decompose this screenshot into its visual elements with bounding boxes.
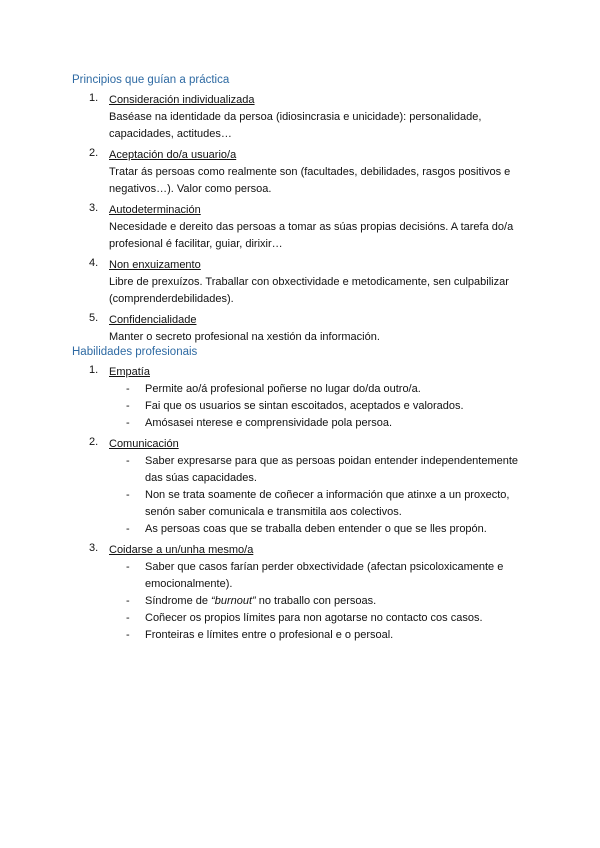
list-item bbox=[0, 434, 600, 538]
skills-list bbox=[0, 362, 600, 646]
section-heading-principles: Principios que guían a práctica bbox=[72, 74, 230, 86]
item-title: Empatía bbox=[109, 366, 150, 378]
item-title: Confidencialidade bbox=[109, 314, 197, 326]
item-number: 4. bbox=[89, 257, 99, 269]
item-title: Aceptación do/a usuario/a bbox=[109, 149, 237, 161]
item-description: Baséase na identidade da persoa (idiosincrasia e unicidade): personalidade, capacidades, actitudes… bbox=[109, 111, 482, 140]
bullet-item bbox=[109, 559, 525, 593]
item-number: 1. bbox=[89, 364, 99, 376]
item-number: 3. bbox=[89, 202, 99, 214]
dash-marker: - bbox=[126, 417, 130, 429]
list-item bbox=[0, 540, 600, 644]
bullet-list bbox=[109, 381, 600, 432]
list-item bbox=[0, 255, 600, 308]
bullet-text: Saber expresarse para que as persoas poidan entender independentemente das súas capacidades. bbox=[145, 455, 519, 484]
principles-list bbox=[0, 90, 600, 348]
bullet-item bbox=[109, 381, 525, 398]
list-item bbox=[0, 310, 600, 346]
bullet-text: Non se trata soamente de coñecer a información que atinxe a un proxecto, senón saber comunicala e transmitila aos colectivos. bbox=[145, 489, 510, 518]
bullet-item bbox=[109, 627, 525, 644]
item-number: 2. bbox=[89, 147, 99, 159]
item-title: Comunicación bbox=[109, 438, 179, 450]
list-item bbox=[0, 145, 600, 198]
bullet-item bbox=[109, 593, 525, 610]
bullet-text: As persoas coas que se traballa deben entender o que se lles propón. bbox=[145, 523, 487, 535]
dash-marker: - bbox=[126, 400, 130, 412]
bullet-text: Saber que casos farían perder obxectividade (afectan psicoloxicamente e emocionalmente). bbox=[145, 561, 504, 590]
bullet-item bbox=[109, 415, 525, 432]
bullet-item bbox=[109, 453, 525, 487]
dash-marker: - bbox=[126, 455, 130, 467]
bullet-item bbox=[109, 610, 525, 627]
dash-marker: - bbox=[126, 489, 130, 501]
dash-marker: - bbox=[126, 523, 130, 535]
bullet-text-suffix: no traballo con persoas. bbox=[255, 595, 377, 607]
bullet-text: Fronteiras e límites entre o profesional e o persoal. bbox=[145, 629, 394, 641]
item-title: Autodeterminación bbox=[109, 204, 201, 216]
bullet-text: Coñecer os propios límites para non agotarse no contacto cos casos. bbox=[145, 612, 483, 624]
list-item bbox=[0, 90, 600, 143]
item-description: Manter o secreto profesional na xestión da información. bbox=[109, 331, 380, 343]
dash-marker: - bbox=[126, 612, 130, 624]
item-title: Consideración individualizada bbox=[109, 94, 255, 106]
bullet-item bbox=[109, 487, 525, 521]
dash-marker: - bbox=[126, 629, 130, 641]
item-title: Non enxuizamento bbox=[109, 259, 201, 271]
bullet-text: Amósasei nterese e comprensividade pola persoa. bbox=[145, 417, 393, 429]
item-number: 1. bbox=[89, 92, 99, 104]
list-item bbox=[0, 200, 600, 253]
item-description: Necesidade e dereito das persoas a tomar as súas propias decisións. A tarefa do/a profesional é facilitar, guiar, dirixir… bbox=[109, 221, 514, 250]
item-number: 5. bbox=[89, 312, 99, 324]
bullet-list bbox=[109, 453, 600, 538]
bullet-list bbox=[109, 559, 600, 644]
section-heading-skills: Habilidades profesionais bbox=[72, 346, 198, 358]
item-number: 3. bbox=[89, 542, 99, 554]
bullet-item bbox=[109, 398, 525, 415]
dash-marker: - bbox=[126, 595, 130, 607]
burnout-term: “burnout” bbox=[211, 595, 256, 607]
item-number: 2. bbox=[89, 436, 99, 448]
item-title: Coidarse a un/unha mesmo/a bbox=[109, 544, 254, 556]
dash-marker: - bbox=[126, 561, 130, 573]
bullet-text: Permite ao/á profesional poñerse no lugar do/da outro/a. bbox=[145, 383, 421, 395]
bullet-text-prefix: Síndrome de bbox=[145, 595, 212, 607]
item-description: Libre de prexuízos. Traballar con obxectividade e metodicamente, sen culpabilizar (comprenderdebilidades). bbox=[109, 276, 509, 305]
item-description: Tratar ás persoas como realmente son (facultades, debilidades, rasgos positivos e negativos…). Valor como persoa. bbox=[109, 166, 511, 195]
dash-marker: - bbox=[126, 383, 130, 395]
list-item bbox=[0, 362, 600, 432]
bullet-text: Fai que os usuarios se sintan escoitados, aceptados e valorados. bbox=[145, 400, 464, 412]
bullet-item bbox=[109, 521, 525, 538]
